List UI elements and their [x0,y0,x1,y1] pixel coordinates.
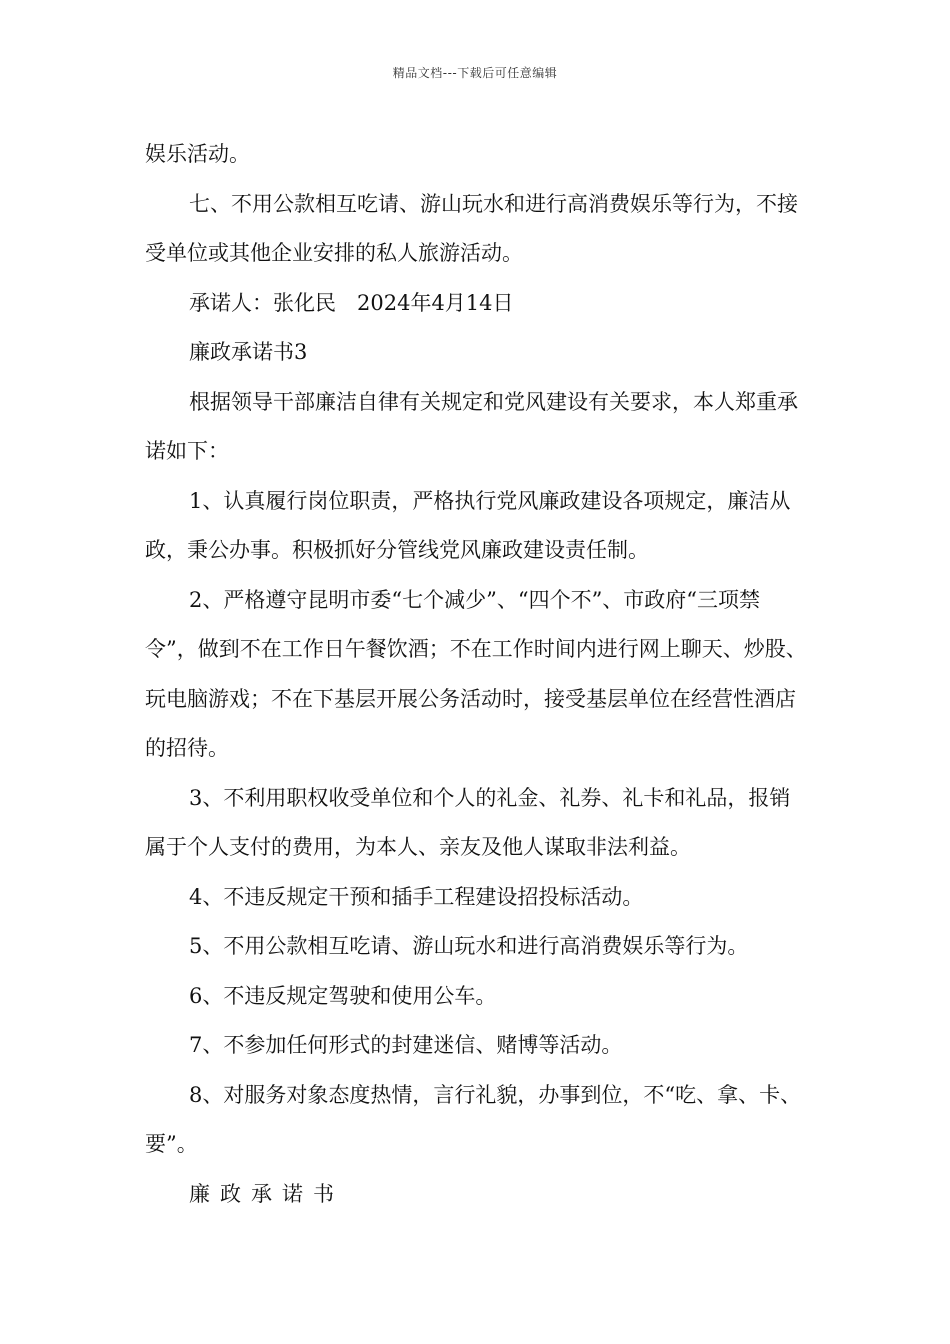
paragraph-item-3: 3、不利用职权收受单位和个人的礼金、礼券、礼卡和礼品，报销属于个人支付的费用，为本人、亲友及他人谋取非法利益。 [145,785,791,859]
paragraph-item-6: 6、不违反规定驾驶和使用公车。 [189,983,497,1008]
paragraph-item-seven: 七、不用公款相互吃请、游山玩水和进行高消费娱乐等行为，不接受单位或其他企业安排的私人旅游活动。 [145,191,798,265]
signature-line: 承诺人：张化民 2024年4月14日 [189,290,514,315]
paragraph-continuation: 娱乐活动。 [145,142,250,166]
section-title-next: 廉政承诺书 [189,1181,344,1206]
paragraph-item-1: 1、认真履行岗位职责，严格执行党风廉政建设各项规定，廉洁从政，秉公办事。积极抓好分管线党风廉政建设责任制。 [145,488,791,562]
paragraph-intro: 根据领导干部廉洁自律有关规定和党风建设有关要求，本人郑重承诺如下： [145,389,798,463]
section-title-3: 廉政承诺书3 [189,340,308,364]
page-header: 精品文档---下载后可任意编辑 [392,66,558,80]
paragraph-item-5: 5、不用公款相互吃请、游山玩水和进行高消费娱乐等行为。 [189,934,749,958]
paragraph-item-7: 7、不参加任何形式的封建迷信、赌博等活动。 [189,1033,623,1057]
paragraph-item-8: 8、对服务对象态度热情，言行礼貌，办事到位，不“吃、拿、卡、要”。 [145,1082,802,1156]
document-body [145,130,810,1219]
paragraph-item-4: 4、不违反规定干预和插手工程建设招投标活动。 [189,884,644,909]
paragraph-item-2: 2、严格遵守昆明市委“七个减少”、“四个不”、市政府“三项禁令”，做到不在工作日午餐饮酒；不在工作时间内进行网上聊天、炒股、玩电脑游戏；不在下基层开展公务活动时，接受基层单位在经营性酒店的招待。 [145,587,807,760]
